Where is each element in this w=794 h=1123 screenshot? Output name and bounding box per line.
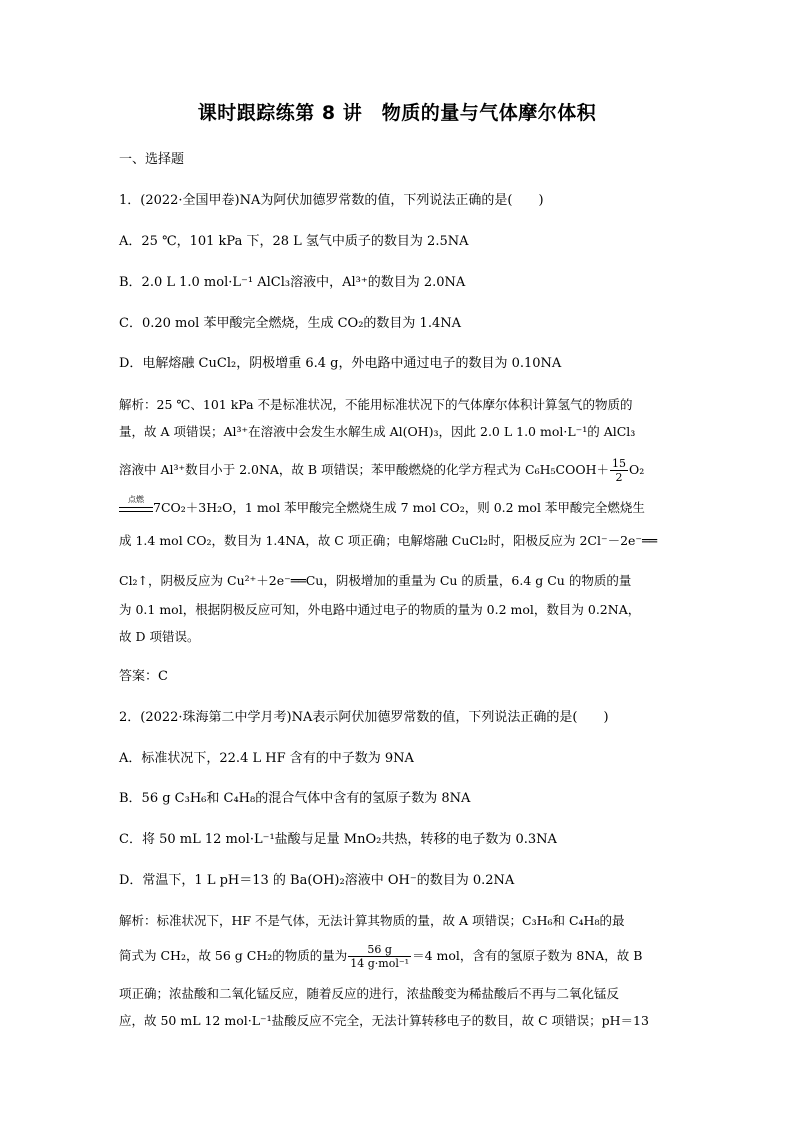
explanation-text: 7CO₂＋3H₂O，1 mol 苯甲酸完全燃烧生成 7 mol CO₂，则 0.2 mol 苯甲酸完全燃烧生: [153, 500, 645, 515]
question-1-explanation-line: 为 0.1 mol，根据阴极反应可知，外电路中通过电子的物质的量为 0.2 mol，数目为 0.2NA，: [119, 602, 641, 617]
question-1-explanation-line: [119, 494, 645, 516]
double-bar: [119, 507, 153, 512]
question-2-explanation-line: 应，故 50 mL 12 mol·L⁻¹盐酸反应不完全，无法计算转移电子的数目，故 C 项错误；pH＝13: [119, 1013, 649, 1028]
question-2-explanation-line: [119, 943, 642, 970]
question-1-explanation-line: 解析：25 ℃、101 kPa 不是标准状况，不能用标准状况下的气体摩尔体积计算氢气的物质的: [119, 397, 633, 412]
fraction: [348, 943, 411, 970]
question-2-stem: 2．(2022·珠海第二中学月考)NA表示阿伏加德罗常数的值，下列说法正确的是( ): [119, 710, 609, 725]
question-1-option-c: C．0.20 mol 苯甲酸完全燃烧，生成 CO₂的数目为 1.4NA: [119, 316, 461, 331]
question-2-explanation-line: 解析：标准状况下，HF 不是气体，无法计算其物质的量，故 A 项错误；C₃H₆和 C₄H₈的最: [119, 913, 625, 928]
question-2-option-a: A．标准状况下，22.4 L HF 含有的中子数为 9NA: [119, 751, 414, 766]
fraction-denominator: 14 g·mol⁻¹: [350, 957, 410, 970]
page-title: 课时跟踪练第 8 讲 物质的量与气体摩尔体积: [197, 102, 597, 124]
fraction: [610, 457, 628, 484]
question-1-option-d: D．电解熔融 CuCl₂，阴极增重 6.4 g，外电路中通过电子的数目为 0.10NA: [119, 356, 562, 371]
explanation-text: 简式为 CH₂，故 56 g CH₂的物质的量为: [119, 948, 348, 963]
question-2-option-c: C．将 50 mL 12 mol·L⁻¹盐酸与足量 MnO₂共热，转移的电子数为 0.3NA: [119, 832, 557, 847]
question-1-explanation-line: 量，故 A 项错误；Al³⁺在溶液中会发生水解生成 Al(OH)₃，因此 2.0 L 1.0 mol·L⁻¹的 AlCl₃: [119, 424, 636, 439]
explanation-text: O₂: [628, 462, 645, 477]
question-1-explanation-line: 故 D 项错误。: [119, 629, 200, 644]
question-1-explanation-line: Cl₂↑，阴极反应为 Cu²⁺＋2e⁻══Cu，阴极增加的重量为 Cu 的质量，6.4 g Cu 的物质的量: [119, 573, 632, 588]
question-1-explanation-line: [119, 457, 644, 484]
reaction-arrow: [119, 494, 153, 514]
question-1-option-b: B．2.0 L 1.0 mol·L⁻¹ AlCl₃溶液中，Al³⁺的数目为 2.0NA: [119, 275, 466, 290]
fraction-numerator: 15: [611, 457, 626, 470]
section-heading: 一、选择题: [119, 152, 185, 167]
question-1-option-a: A．25 ℃，101 kPa 下，28 L 氢气中质子的数目为 2.5NA: [119, 234, 469, 249]
fraction-numerator: 56 g: [348, 943, 411, 957]
fraction-denominator: 2: [615, 471, 623, 484]
question-1-explanation-line: 成 1.4 mol CO₂，数目为 1.4NA，故 C 项正确；电解熔融 CuCl₂时，阳极反应为 2Cl⁻－2e⁻══: [119, 533, 658, 548]
question-1-stem: 1．(2022·全国甲卷)NA为阿伏加德罗常数的值，下列说法正确的是( ): [119, 193, 544, 208]
question-2-option-b: B．56 g C₃H₆和 C₄H₈的混合气体中含有的氢原子数为 8NA: [119, 791, 471, 806]
question-1-answer: 答案：C: [119, 669, 168, 684]
question-2-explanation-line: 项正确；浓盐酸和二氧化锰反应，随着反应的进行，浓盐酸变为稀盐酸后不再与二氧化锰反: [119, 986, 620, 1001]
explanation-text: 溶液中 Al³⁺数目小于 2.0NA，故 B 项错误；苯甲酸燃烧的化学方程式为 C₆H₅COOH＋: [119, 462, 609, 477]
explanation-text: ＝4 mol，含有的氢原子数为 8NA，故 B: [412, 948, 643, 963]
reaction-condition: 点燃: [128, 494, 144, 504]
question-2-option-d: D．常温下，1 L pH＝13 的 Ba(OH)₂溶液中 OH⁻的数目为 0.2NA: [119, 873, 515, 888]
